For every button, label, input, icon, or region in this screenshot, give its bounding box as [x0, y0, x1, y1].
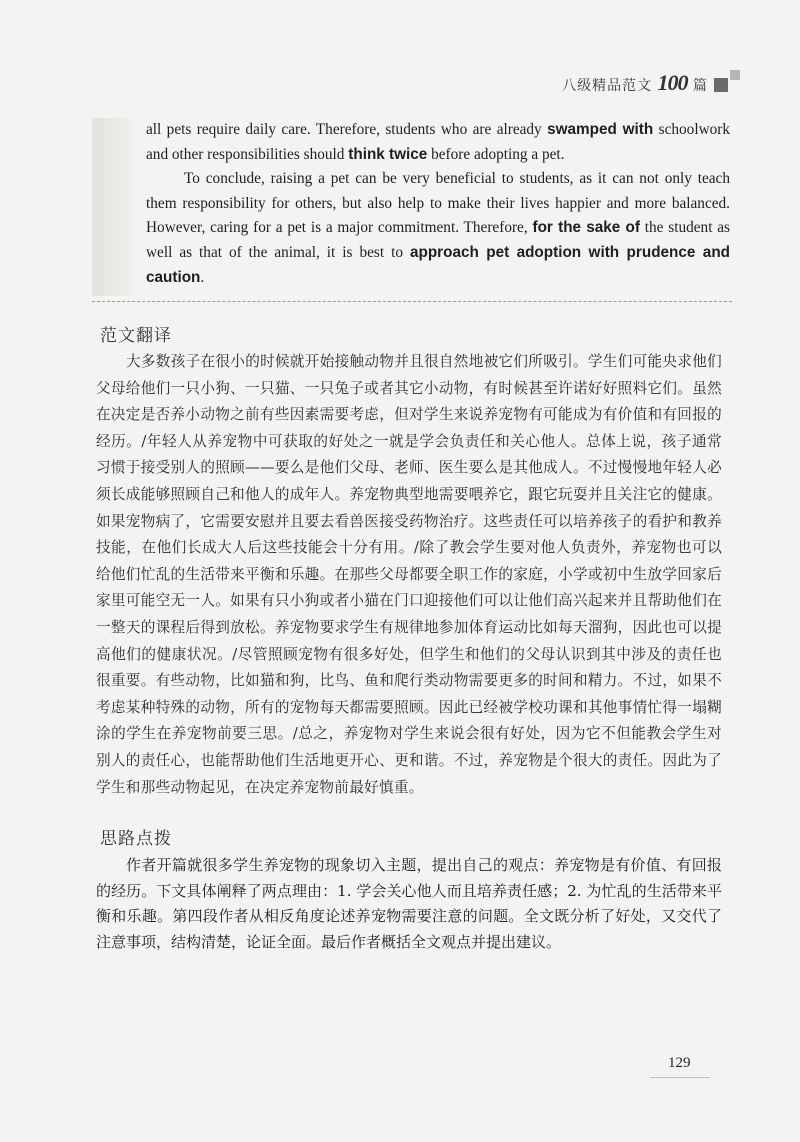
header-decoration-light	[730, 70, 740, 80]
english-essay-excerpt	[92, 118, 732, 296]
series-number: 100	[657, 70, 688, 95]
translation-paragraph: 大多数孩子在很小的时候就开始接触动物并且很自然地被它们所吸引。学生们可能央求他们父母给他们一只小狗、一只猫、一只兔子或者其它小动物，有时候甚至许诺好好照料它们。虽然在决定是否养小动物之前有些因素需要考虑，但对学生来说养宠物有可能成为有价值和有回报的经历。/年轻人从养宠物中可获取的好处之一就是学会负责任和关心他人。总体上说，孩子通常习惯于接受别人的照顾——要么是他们父母、老师、医生要么是其他成人。不过慢慢地年轻人必须长成能够照顾自己和他人的成年人。养宠物典型地需要喂养它，跟它玩耍并且关注它的健康。如果宠物病了，它需要安慰并且要去看兽医接受药物治疗。这些责任可以培养孩子的看护和教养技能，在他们长成大人后这些技能会十分有用。/除了教会学生要对他人负责外，养宠物也可以给他们忙乱的生活带来平衡和乐趣。在那些父母都要全职工作的家庭，小学或初中生放学回家后家里可能空无一人。如果有只小狗或者小猫在门口迎接他们可以让他们高兴起来并且帮助他们在一整天的课程后得到放松。养宠物要求学生有规律地参加体育运动比如每天溜狗，因此也可以提高他们的健康状况。/尽管照顾宠物有很多好处，但学生和他们的父母认识到其中涉及的责任也很重要。有些动物，比如猫和狗，比鸟、鱼和爬行类动物需要更多的时间和精力。不过，如果不考虑某种特殊的动物，所有的宠物每天都需要照顾。因此已经被学校功课和其他事情忙得一塌糊涂的学生在养宠物前要三思。/总之，养宠物对学生来说会很有好处，因为它不但能教会学生对别人的责任心，也能帮助他们生活地更开心、更和谐。不过，养宠物是个很大的责任。因此为了学生和那些动物起见，在决定养宠物前最好慎重。	[96, 353, 722, 796]
analysis-paragraph: 作者开篇就很多学生养宠物的现象切入主题，提出自己的观点：养宠物是有价值、有回报的经历。下文具体阐释了两点理由：1. 学会关心他人而且培养责任感；2. 为忙乱的生活带来平衡和乐趣。第四段作者从相反角度论述养宠物需要注意的问题。全文既分析了好处，又交代了注意事项，结构清楚，论证全面。最后作者概括全文观点并提出建议。	[96, 856, 722, 951]
margin-shade	[92, 118, 132, 296]
section-divider	[92, 301, 732, 302]
analysis-text	[96, 853, 722, 955]
translation-text	[96, 349, 722, 801]
series-title	[562, 70, 708, 96]
page-header	[0, 0, 800, 115]
english-text	[146, 118, 730, 290]
header-decoration-dark	[714, 78, 728, 92]
analysis-heading: 思路点拨	[100, 829, 172, 849]
bold-phrase: swamped with	[547, 121, 654, 138]
bold-phrase: approach pet adoption with prudence and caution	[146, 243, 731, 286]
english-paragraph: all pets require daily care. Therefore, students who are already swamped with schoolwork and other responsibilities should think twice before adopting a pet.	[146, 121, 731, 163]
translation-heading: 范文翻译	[100, 326, 172, 346]
series-title-text: 八级精品范文	[562, 78, 653, 94]
page-number: 129	[668, 1055, 691, 1071]
page-number-rule	[650, 1077, 710, 1078]
english-paragraph: To conclude, raising a pet can be very beneficial to students, as it can not only teach them responsibility for others, but also help to make their lives happier and more balanced. However, caring for a pet is a major commitment. Therefore, for the sake of the student as well as that of the animal, it is best to approach pet adoption with prudence and caution.	[146, 170, 731, 286]
bold-phrase: for the sake of	[532, 219, 640, 237]
bold-phrase: think twice	[348, 145, 428, 163]
series-suffix: 篇	[693, 78, 708, 94]
